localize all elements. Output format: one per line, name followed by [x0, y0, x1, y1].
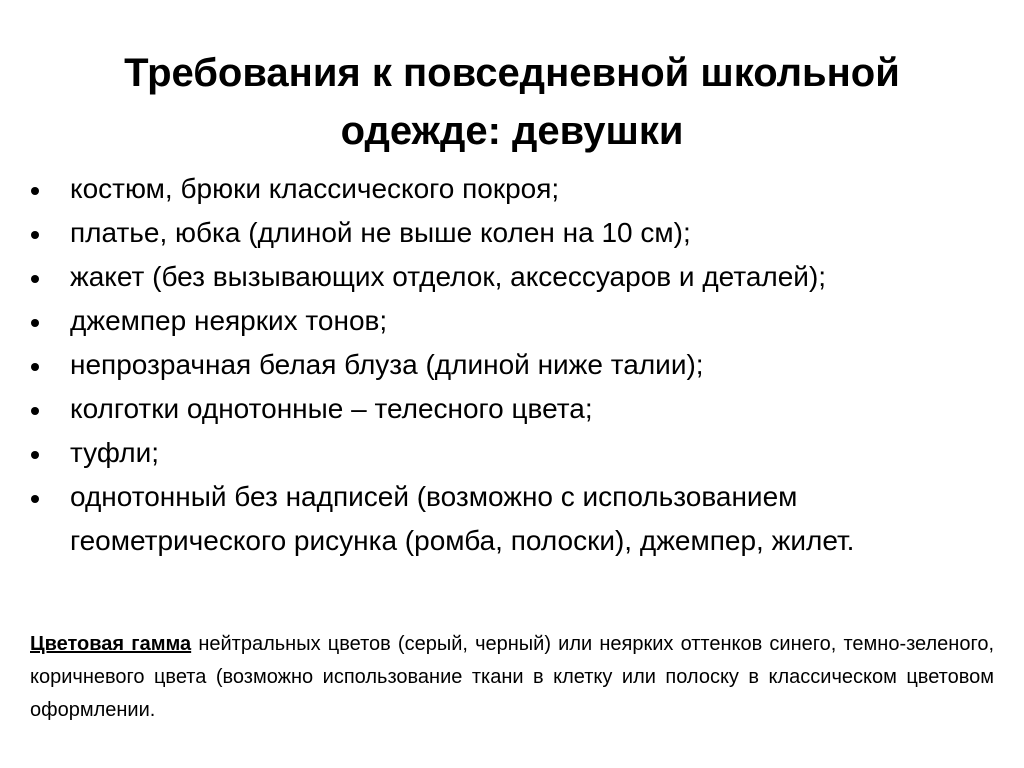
- list-item-text: непрозрачная белая блуза (длиной ниже талии);: [70, 349, 704, 380]
- list-item-text: джемпер неярких тонов;: [70, 305, 388, 336]
- list-item-text: туфли;: [70, 437, 160, 468]
- bullet-dot-icon: [31, 363, 39, 371]
- bullet-dot-icon: [31, 495, 39, 503]
- list-item: [28, 167, 1003, 211]
- list-item-text: платье, юбка (длиной не выше колен на 10 см);: [70, 217, 691, 248]
- bullet-dot-icon: [31, 231, 39, 239]
- bullet-dot-icon: [31, 275, 39, 283]
- list-item-text: однотонный без надписей (возможно с использованием геометрического рисунка (ромба, полоски), джемпер, жилет.: [70, 481, 855, 556]
- bullet-dot-icon: [31, 319, 39, 327]
- slide-title: Требования к повседневной школьной одежде: девушки: [124, 51, 900, 153]
- list-item-text: колготки однотонные – телесного цвета;: [70, 393, 593, 424]
- note-body-text: нейтральных цветов (серый, черный) или неярких оттенков синего, темно-зеленого, коричневого цвета (возможно использование ткани в клетку или полоску в классическом цветовом оформлении.: [30, 633, 994, 721]
- list-item: [28, 211, 1003, 255]
- list-item-text: костюм, брюки классического покроя;: [70, 173, 560, 204]
- bullet-dot-icon: [31, 187, 39, 195]
- color-scheme-note: [30, 628, 994, 727]
- list-item: [28, 431, 1003, 475]
- list-item-text: жакет (без вызывающих отделок, аксессуаров и деталей);: [70, 261, 827, 292]
- list-item: [28, 475, 1003, 563]
- requirements-list: [28, 167, 1003, 563]
- list-item: [28, 387, 1003, 431]
- list-item: [28, 343, 1003, 387]
- list-item: [28, 255, 1003, 299]
- note-lead-text: Цветовая гамма: [30, 633, 192, 655]
- bullet-dot-icon: [31, 451, 39, 459]
- list-item: [28, 299, 1003, 343]
- bullet-dot-icon: [31, 407, 39, 415]
